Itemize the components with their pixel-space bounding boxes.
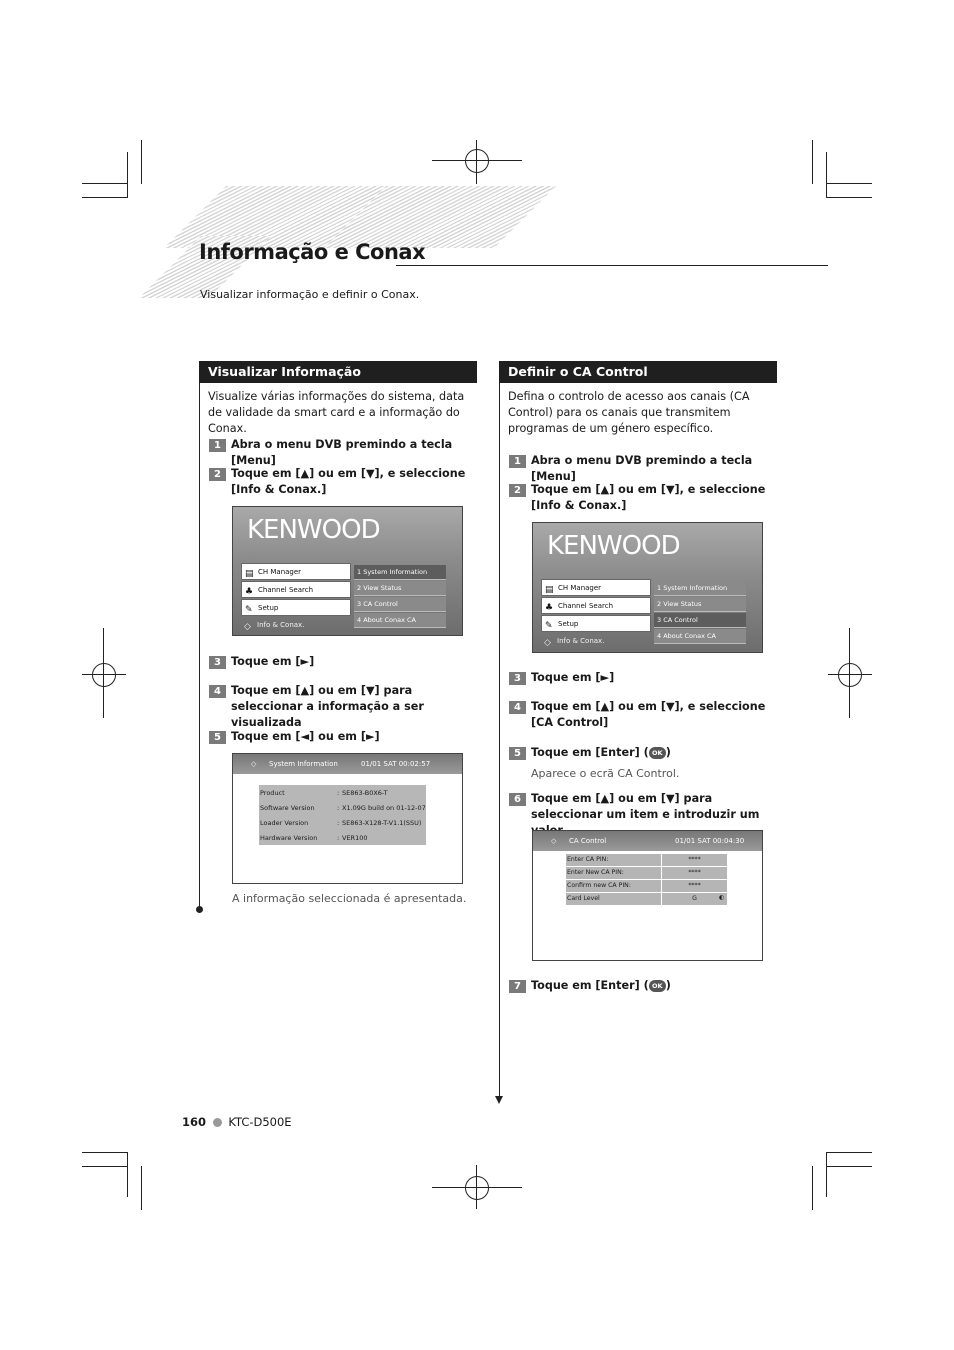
step-text: Toque em [►]	[531, 671, 615, 684]
ca-row-value: G	[662, 893, 727, 905]
info-icon: ◇	[251, 760, 257, 768]
kenwood-menu-screen	[232, 506, 463, 636]
right-note: Aparece o ecrã CA Control.	[531, 767, 680, 780]
menu-item-info-conax: ◇ Info & Conax.	[241, 617, 351, 634]
model-name: KTC-D500E	[228, 1115, 292, 1129]
step-number: 1	[509, 455, 526, 468]
ca-row-label: Confirm new CA PIN:	[566, 880, 661, 892]
step-number: 5	[509, 747, 526, 760]
info-row: Hardware Version : VER100	[260, 834, 368, 842]
ca-control-screen	[532, 830, 763, 961]
page-title: Informação e Conax	[199, 240, 426, 264]
screen-header: ◇ System Information 01/01 SAT 00:02:57	[233, 754, 462, 774]
step-text: Abra o menu DVB premindo a tecla [Menu]	[231, 438, 453, 467]
ok-button-icon: OK	[649, 747, 666, 759]
submenu-item: 1 System Information	[354, 565, 446, 580]
step-text: Toque em [▲] ou em [▼], e seleccione [Info & Conax.]	[531, 483, 766, 512]
setup-icon: ✎	[545, 621, 553, 631]
crop-mark	[82, 1166, 128, 1167]
ch-manager-icon: ▤	[545, 585, 554, 595]
step-number: 1	[209, 439, 226, 452]
registration-mark	[465, 149, 489, 173]
intro-text: Visualizar informação e definir o Conax.	[200, 288, 420, 301]
info-row: Loader Version : SE863-X128-T-V1.1(SSU)	[260, 819, 422, 827]
step-text: Toque em [▲] ou em [▼], e seleccione [Info & Conax.]	[231, 467, 466, 496]
ok-button-icon: OK	[649, 980, 666, 992]
title-rule	[396, 265, 828, 266]
step-number: 7	[509, 980, 526, 993]
menu-item-info-conax: ◇ Info & Conax.	[541, 633, 651, 650]
step-number: 3	[209, 656, 226, 669]
step-text: Toque em [Enter] ( OK )	[531, 746, 671, 759]
channel-search-icon: ♣	[245, 587, 254, 597]
ca-row-label: Enter New CA PIN:	[566, 867, 661, 879]
ca-row-label: Enter CA PIN:	[566, 854, 661, 866]
crop-mark	[826, 1166, 872, 1167]
info-conax-icon: ◇	[544, 638, 551, 648]
step-text: Abra o menu DVB premindo a tecla [Menu]	[531, 454, 753, 483]
ch-manager-icon: ▤	[245, 569, 254, 579]
info-icon: ◇	[551, 837, 557, 845]
crop-mark	[82, 183, 128, 184]
kenwood-logo: KENWOOD	[247, 515, 380, 545]
submenu-item: 4 About Conax CA	[654, 629, 746, 644]
step-text: Toque em [▲] ou em [▼], e seleccione [CA Control]	[531, 700, 766, 729]
submenu-item: 2 View Status	[654, 597, 746, 612]
step-number: 6	[509, 793, 526, 806]
crop-mark	[82, 1152, 128, 1153]
crop-mark	[141, 1166, 142, 1210]
crop-mark	[127, 1152, 128, 1197]
registration-mark	[92, 663, 116, 687]
left-note: A informação seleccionada é apresentada.	[232, 892, 467, 905]
crop-mark	[826, 197, 872, 198]
ca-row-value: ****	[662, 880, 727, 892]
ca-row-label: Card Level	[566, 893, 661, 905]
submenu-item: 4 About Conax CA	[354, 613, 446, 628]
setup-icon: ✎	[245, 605, 253, 615]
section-heading-view-info: Visualizar Informação	[199, 361, 477, 383]
crop-mark	[826, 183, 872, 184]
crop-mark	[826, 1152, 872, 1153]
menu-item-ch-manager: ▤ CH Manager	[241, 563, 351, 580]
step-number: 2	[209, 468, 226, 481]
channel-search-icon: ♣	[545, 603, 554, 613]
footer	[182, 1115, 292, 1129]
menu-item-ch-manager: ▤ CH Manager	[541, 579, 651, 596]
crop-mark	[812, 140, 813, 184]
submenu-item: 3 CA Control	[654, 613, 746, 628]
footer-dot-icon	[213, 1118, 222, 1127]
info-conax-icon: ◇	[244, 622, 251, 632]
step-text: Toque em [◄] ou em [►]	[231, 730, 380, 743]
step-number: 5	[209, 731, 226, 744]
column-rule	[499, 383, 500, 1096]
registration-mark	[465, 1176, 489, 1200]
column-rule	[199, 383, 200, 909]
dropdown-icon: ◐	[719, 894, 725, 901]
page-number: 160	[182, 1115, 207, 1129]
info-row: Product : SE863-B0X6-T	[260, 789, 388, 797]
menu-item-channel-search: ♣ Channel Search	[241, 581, 351, 598]
arrow-down-icon	[495, 1096, 503, 1104]
step-text: Toque em [▲] ou em [▼] para seleccionar um item e introduzir um	[531, 792, 760, 821]
right-paragraph: Defina o controlo de acesso aos canais (CA Control) para os canais que transmitem programas de um género específico.	[508, 390, 750, 435]
section-heading-ca-control: Definir o CA Control	[499, 361, 777, 383]
registration-mark	[838, 663, 862, 687]
step-text: Toque em [Enter] ( OK )	[531, 979, 671, 992]
crop-mark	[826, 1152, 827, 1197]
ca-row-value: ****	[662, 854, 727, 866]
step-number: 3	[509, 672, 526, 685]
step-text: Toque em [▲] ou em [▼] para seleccionar a informação a ser visualizada	[231, 684, 424, 729]
step-text: Toque em [►]	[231, 655, 315, 668]
left-paragraph: Visualize várias informações do sistema, data de validade da smart card e a informação do Conax.	[208, 390, 465, 435]
info-row: Software Version : X1.09G build on 01-12-07	[260, 804, 426, 812]
step-number: 4	[209, 685, 226, 698]
crop-mark	[826, 152, 827, 197]
kenwood-logo: KENWOOD	[547, 531, 680, 561]
menu-item-setup: ✎ Setup	[241, 599, 351, 616]
system-information-screen	[232, 753, 463, 884]
crop-mark	[82, 197, 128, 198]
info-table	[259, 785, 426, 845]
submenu-item: 3 CA Control	[354, 597, 446, 612]
kenwood-menu-screen	[532, 522, 763, 653]
menu-item-channel-search: ♣ Channel Search	[541, 597, 651, 614]
step-number: 4	[509, 701, 526, 714]
submenu-item: 1 System Information	[654, 581, 746, 596]
crop-mark	[127, 152, 128, 197]
menu-item-setup: ✎ Setup	[541, 615, 651, 632]
screen-header: ◇ CA Control 01/01 SAT 00:04:30	[533, 831, 762, 851]
submenu-item: 2 View Status	[354, 581, 446, 596]
step-number: 2	[509, 484, 526, 497]
bullet-dot-icon	[196, 906, 203, 913]
crop-mark	[812, 1166, 813, 1210]
ca-row-value: ****	[662, 867, 727, 879]
crop-mark	[141, 140, 142, 184]
